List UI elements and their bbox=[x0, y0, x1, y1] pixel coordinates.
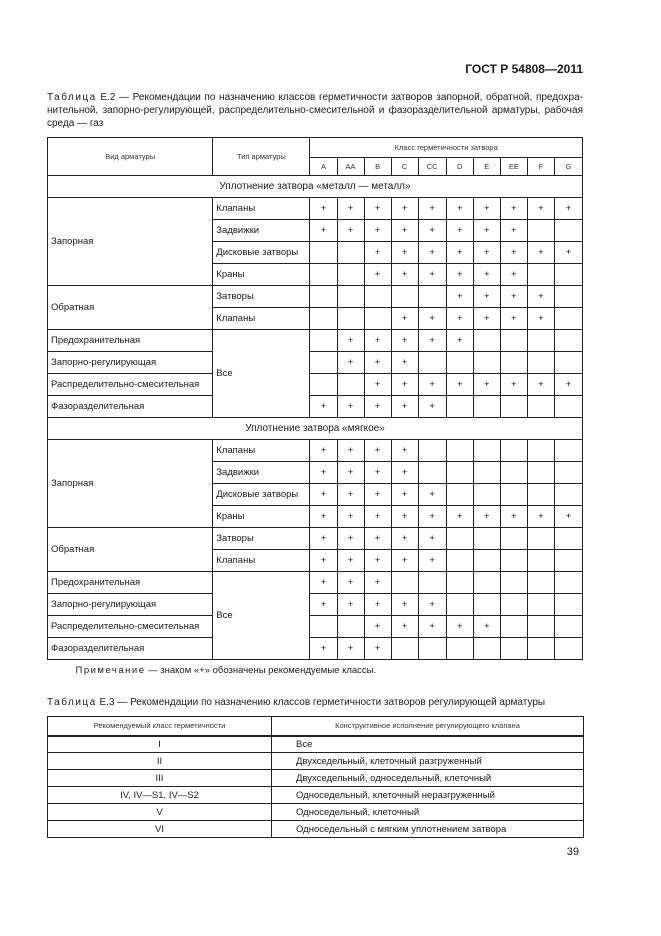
class-mark: + bbox=[364, 528, 391, 550]
class-mark: + bbox=[554, 374, 582, 396]
header-kind: Вид арматуры bbox=[48, 138, 213, 176]
class-mark: + bbox=[391, 506, 418, 528]
valve-kind: Фазоразделительная bbox=[48, 638, 213, 660]
class-mark: + bbox=[391, 330, 418, 352]
class-header-a: A bbox=[310, 158, 337, 176]
class-mark bbox=[527, 484, 554, 506]
class-mark bbox=[554, 462, 582, 484]
class-mark: + bbox=[473, 286, 500, 308]
tightness-class: II bbox=[48, 753, 272, 770]
table-row bbox=[48, 286, 583, 308]
class-mark: + bbox=[364, 352, 391, 374]
class-mark bbox=[473, 594, 500, 616]
class-mark bbox=[391, 638, 418, 660]
class-mark bbox=[337, 286, 364, 308]
header-design: Конструктивное исполнение регулирующего клапана bbox=[272, 717, 584, 736]
class-mark: + bbox=[418, 616, 446, 638]
class-mark: + bbox=[527, 242, 554, 264]
tightness-class: IV, IV—S1, IV—S2 bbox=[48, 787, 272, 804]
class-mark bbox=[418, 286, 446, 308]
class-mark: + bbox=[391, 242, 418, 264]
class-mark: + bbox=[310, 550, 337, 572]
class-mark bbox=[418, 352, 446, 374]
class-mark bbox=[310, 242, 337, 264]
class-mark: + bbox=[364, 330, 391, 352]
caption-number: Е.2 bbox=[100, 92, 116, 103]
class-mark bbox=[418, 638, 446, 660]
table-e3 bbox=[47, 716, 584, 838]
class-mark: + bbox=[500, 506, 527, 528]
class-mark bbox=[310, 374, 337, 396]
table-row bbox=[48, 352, 583, 374]
class-mark bbox=[473, 330, 500, 352]
class-mark bbox=[337, 616, 364, 638]
class-mark: + bbox=[418, 594, 446, 616]
class-mark: + bbox=[391, 594, 418, 616]
tightness-class: VI bbox=[48, 821, 272, 838]
class-mark bbox=[500, 594, 527, 616]
class-mark bbox=[527, 462, 554, 484]
valve-design: Двухседельный, односедельный, клеточный bbox=[272, 770, 584, 787]
tightness-class: III bbox=[48, 770, 272, 787]
class-mark: + bbox=[446, 374, 473, 396]
valve-type: Задвижки bbox=[213, 462, 310, 484]
class-mark: + bbox=[500, 264, 527, 286]
class-mark: + bbox=[473, 242, 500, 264]
table-header-row bbox=[48, 717, 584, 736]
class-mark: + bbox=[310, 484, 337, 506]
table-row bbox=[48, 528, 583, 550]
valve-kind: Запорная bbox=[48, 440, 213, 528]
class-mark: + bbox=[446, 242, 473, 264]
note-row bbox=[48, 660, 583, 681]
class-header-c: C bbox=[391, 158, 418, 176]
valve-type: Дисковые затворы bbox=[213, 484, 310, 506]
class-mark bbox=[554, 264, 582, 286]
class-header-ee: EE bbox=[500, 158, 527, 176]
class-mark bbox=[418, 572, 446, 594]
class-mark: + bbox=[446, 506, 473, 528]
table-row bbox=[48, 736, 584, 753]
valve-type: Клапаны bbox=[213, 308, 310, 330]
class-mark: + bbox=[473, 264, 500, 286]
valve-kind: Распределительно-смесительная bbox=[48, 374, 213, 396]
class-mark: + bbox=[500, 198, 527, 220]
class-mark: + bbox=[364, 242, 391, 264]
section-title-row bbox=[48, 418, 583, 440]
table-row bbox=[48, 572, 583, 594]
class-mark: + bbox=[554, 506, 582, 528]
class-mark: + bbox=[500, 242, 527, 264]
table-row bbox=[48, 330, 583, 352]
class-mark: + bbox=[500, 286, 527, 308]
class-mark bbox=[554, 638, 582, 660]
class-mark: + bbox=[364, 462, 391, 484]
valve-kind: Запорно-регулирующая bbox=[48, 352, 213, 374]
class-mark: + bbox=[418, 330, 446, 352]
class-mark bbox=[391, 286, 418, 308]
class-mark: + bbox=[310, 220, 337, 242]
note-text: — знаком «+» обозначены рекомендуемые классы. bbox=[145, 664, 377, 676]
class-mark bbox=[446, 550, 473, 572]
class-mark bbox=[446, 572, 473, 594]
table-row bbox=[48, 198, 583, 220]
table-row bbox=[48, 638, 583, 660]
valve-design: Односедельный, клеточный bbox=[272, 804, 584, 821]
class-mark: + bbox=[554, 198, 582, 220]
class-mark bbox=[527, 572, 554, 594]
header-type: Тип арматуры bbox=[213, 138, 310, 176]
class-mark bbox=[527, 264, 554, 286]
class-mark bbox=[527, 330, 554, 352]
class-mark: + bbox=[527, 506, 554, 528]
note-label: Примечание bbox=[75, 664, 146, 676]
class-mark bbox=[473, 462, 500, 484]
class-mark bbox=[310, 616, 337, 638]
class-header-g: G bbox=[554, 158, 582, 176]
class-mark bbox=[554, 550, 582, 572]
class-mark: + bbox=[310, 528, 337, 550]
class-mark bbox=[500, 638, 527, 660]
section-title: Уплотнение затвора «мягкое» bbox=[48, 418, 583, 440]
class-mark: + bbox=[418, 506, 446, 528]
class-mark bbox=[337, 374, 364, 396]
class-mark: + bbox=[310, 638, 337, 660]
class-mark: + bbox=[473, 616, 500, 638]
valve-design: Односедельный с мягким уплотнением затвора bbox=[272, 821, 584, 838]
class-mark: + bbox=[364, 220, 391, 242]
class-mark bbox=[418, 462, 446, 484]
class-mark: + bbox=[391, 528, 418, 550]
table-row bbox=[48, 804, 584, 821]
class-mark: + bbox=[473, 308, 500, 330]
class-mark bbox=[554, 396, 582, 418]
header-class: Класс герметичности затвора bbox=[310, 138, 583, 158]
class-mark: + bbox=[364, 264, 391, 286]
class-mark: + bbox=[364, 638, 391, 660]
class-mark: + bbox=[473, 374, 500, 396]
class-mark bbox=[554, 484, 582, 506]
valve-type: Все bbox=[213, 572, 310, 660]
class-mark bbox=[500, 396, 527, 418]
class-mark bbox=[527, 352, 554, 374]
table-row bbox=[48, 770, 584, 787]
valve-kind: Запорная bbox=[48, 198, 213, 286]
valve-type: Краны bbox=[213, 506, 310, 528]
class-mark: + bbox=[418, 550, 446, 572]
class-mark bbox=[527, 638, 554, 660]
table-row bbox=[48, 787, 584, 804]
class-mark: + bbox=[364, 374, 391, 396]
class-mark bbox=[446, 638, 473, 660]
class-mark: + bbox=[418, 374, 446, 396]
valve-design: Все bbox=[272, 736, 584, 753]
caption-text: — Рекомендации по назначению классов герметичности затворов регулирующей арматуры bbox=[114, 697, 546, 708]
class-header-e: E bbox=[473, 158, 500, 176]
class-mark: + bbox=[500, 220, 527, 242]
class-mark bbox=[310, 308, 337, 330]
class-mark: + bbox=[418, 528, 446, 550]
class-mark: + bbox=[337, 638, 364, 660]
table-header-row bbox=[48, 138, 583, 158]
valve-kind: Обратная bbox=[48, 286, 213, 330]
class-header-b: B bbox=[364, 158, 391, 176]
class-mark bbox=[310, 264, 337, 286]
class-mark: + bbox=[391, 550, 418, 572]
class-mark: + bbox=[473, 220, 500, 242]
class-mark bbox=[500, 572, 527, 594]
class-mark: + bbox=[446, 308, 473, 330]
valve-type: Краны bbox=[213, 264, 310, 286]
class-header-cc: CC bbox=[418, 158, 446, 176]
class-mark: + bbox=[337, 506, 364, 528]
class-mark: + bbox=[446, 264, 473, 286]
class-mark: + bbox=[391, 484, 418, 506]
class-mark: + bbox=[337, 594, 364, 616]
class-mark bbox=[364, 286, 391, 308]
valve-type: Дисковые затворы bbox=[213, 242, 310, 264]
class-mark: + bbox=[310, 198, 337, 220]
valve-type: Клапаны bbox=[213, 440, 310, 462]
class-mark: + bbox=[337, 550, 364, 572]
class-mark: + bbox=[391, 264, 418, 286]
valve-kind: Обратная bbox=[48, 528, 213, 572]
class-mark bbox=[500, 440, 527, 462]
class-mark: + bbox=[391, 396, 418, 418]
valve-type: Клапаны bbox=[213, 198, 310, 220]
section-title: Уплотнение затвора «металл — металл» bbox=[48, 176, 583, 198]
class-mark bbox=[473, 638, 500, 660]
class-mark bbox=[310, 330, 337, 352]
class-mark: + bbox=[527, 286, 554, 308]
class-mark bbox=[554, 220, 582, 242]
valve-type: Задвижки bbox=[213, 220, 310, 242]
class-mark: + bbox=[364, 616, 391, 638]
class-mark bbox=[418, 440, 446, 462]
class-header-d: D bbox=[446, 158, 473, 176]
valve-type: Затворы bbox=[213, 528, 310, 550]
class-mark: + bbox=[418, 264, 446, 286]
table-row bbox=[48, 396, 583, 418]
valve-kind: Запорно-регулирующая bbox=[48, 594, 213, 616]
class-mark: + bbox=[446, 616, 473, 638]
table-row bbox=[48, 753, 584, 770]
class-mark bbox=[500, 352, 527, 374]
table-row bbox=[48, 616, 583, 638]
class-mark: + bbox=[446, 198, 473, 220]
class-mark bbox=[500, 330, 527, 352]
class-mark bbox=[473, 484, 500, 506]
class-mark bbox=[554, 616, 582, 638]
tightness-class: I bbox=[48, 736, 272, 753]
header-class: Рекомендуемый класс герметичности bbox=[48, 717, 272, 736]
class-mark: + bbox=[527, 374, 554, 396]
class-mark: + bbox=[364, 594, 391, 616]
class-mark bbox=[554, 286, 582, 308]
class-mark: + bbox=[391, 308, 418, 330]
caption-prefix: Таблица bbox=[47, 697, 97, 708]
class-mark: + bbox=[337, 484, 364, 506]
class-mark bbox=[527, 220, 554, 242]
class-mark: + bbox=[310, 440, 337, 462]
class-mark: + bbox=[446, 330, 473, 352]
caption-text: — Рекомендации по назначению классов герметичности затворов запорной, обратной, предохра-нительной, запорно-регулирующей, распределительно-смесительной и фазоразделительной арматуры, рабочая среда — газ bbox=[47, 92, 584, 129]
class-mark: + bbox=[337, 198, 364, 220]
class-mark: + bbox=[446, 286, 473, 308]
class-mark bbox=[446, 484, 473, 506]
class-mark: + bbox=[337, 440, 364, 462]
class-mark: + bbox=[500, 308, 527, 330]
class-mark: + bbox=[337, 462, 364, 484]
standard-number: ГОСТ Р 54808—2011 bbox=[465, 62, 583, 76]
table-note bbox=[48, 660, 583, 681]
class-mark: + bbox=[337, 396, 364, 418]
table-row bbox=[48, 440, 583, 462]
table-e3-caption bbox=[47, 696, 583, 709]
class-mark: + bbox=[337, 528, 364, 550]
class-header-f: F bbox=[527, 158, 554, 176]
class-mark bbox=[446, 396, 473, 418]
class-mark bbox=[446, 462, 473, 484]
class-mark: + bbox=[391, 462, 418, 484]
class-mark: + bbox=[418, 198, 446, 220]
class-mark bbox=[473, 440, 500, 462]
class-mark bbox=[554, 528, 582, 550]
class-mark bbox=[554, 440, 582, 462]
class-mark: + bbox=[337, 352, 364, 374]
valve-kind: Фазоразделительная bbox=[48, 396, 213, 418]
class-mark bbox=[337, 308, 364, 330]
class-mark bbox=[554, 572, 582, 594]
class-mark: + bbox=[364, 572, 391, 594]
class-mark bbox=[473, 572, 500, 594]
class-mark bbox=[500, 484, 527, 506]
valve-design: Двухседельный, клеточный разгруженный bbox=[272, 753, 584, 770]
class-mark: + bbox=[554, 242, 582, 264]
class-mark bbox=[500, 462, 527, 484]
class-mark: + bbox=[527, 308, 554, 330]
class-mark bbox=[554, 330, 582, 352]
class-mark bbox=[446, 528, 473, 550]
class-mark bbox=[446, 440, 473, 462]
class-mark: + bbox=[418, 484, 446, 506]
class-mark: + bbox=[310, 396, 337, 418]
class-mark bbox=[527, 616, 554, 638]
table-row bbox=[48, 594, 583, 616]
class-mark bbox=[500, 528, 527, 550]
valve-type: Все bbox=[213, 330, 310, 418]
class-mark: + bbox=[337, 572, 364, 594]
class-mark bbox=[310, 352, 337, 374]
class-mark bbox=[337, 242, 364, 264]
class-mark bbox=[527, 550, 554, 572]
class-mark: + bbox=[310, 594, 337, 616]
caption-number: Е.3 bbox=[99, 697, 115, 708]
valve-design: Односедельный, клеточный неразгруженный bbox=[272, 787, 584, 804]
class-mark: + bbox=[446, 220, 473, 242]
class-mark bbox=[473, 550, 500, 572]
class-mark bbox=[473, 352, 500, 374]
class-mark: + bbox=[364, 506, 391, 528]
class-mark: + bbox=[418, 396, 446, 418]
class-mark bbox=[391, 572, 418, 594]
valve-type: Клапаны bbox=[213, 550, 310, 572]
class-mark: + bbox=[310, 506, 337, 528]
class-mark bbox=[446, 352, 473, 374]
class-mark: + bbox=[418, 220, 446, 242]
class-mark bbox=[473, 396, 500, 418]
valve-kind: Предохранительная bbox=[48, 572, 213, 594]
class-mark: + bbox=[391, 220, 418, 242]
class-mark bbox=[310, 286, 337, 308]
class-mark bbox=[337, 264, 364, 286]
page-number: 39 bbox=[566, 846, 579, 858]
class-mark bbox=[500, 616, 527, 638]
class-mark: + bbox=[391, 374, 418, 396]
section-title-row bbox=[48, 176, 583, 198]
class-mark bbox=[554, 594, 582, 616]
class-mark: + bbox=[391, 198, 418, 220]
class-mark: + bbox=[418, 242, 446, 264]
class-mark: + bbox=[473, 506, 500, 528]
table-row bbox=[48, 821, 584, 838]
class-mark bbox=[500, 550, 527, 572]
class-mark: + bbox=[391, 616, 418, 638]
table-e2 bbox=[47, 137, 583, 681]
class-mark bbox=[527, 396, 554, 418]
class-mark: + bbox=[364, 484, 391, 506]
valve-kind: Предохранительная bbox=[48, 330, 213, 352]
class-mark: + bbox=[310, 462, 337, 484]
class-mark: + bbox=[473, 198, 500, 220]
tightness-class: V bbox=[48, 804, 272, 821]
valve-kind: Распределительно-смесительная bbox=[48, 616, 213, 638]
class-mark bbox=[527, 440, 554, 462]
class-mark bbox=[554, 308, 582, 330]
class-mark: + bbox=[337, 330, 364, 352]
class-mark: + bbox=[364, 396, 391, 418]
class-mark bbox=[527, 528, 554, 550]
class-mark bbox=[364, 308, 391, 330]
class-mark: + bbox=[391, 440, 418, 462]
class-mark: + bbox=[527, 198, 554, 220]
class-mark: + bbox=[500, 374, 527, 396]
class-mark: + bbox=[364, 440, 391, 462]
table-e2-caption bbox=[47, 91, 583, 130]
table-row bbox=[48, 374, 583, 396]
class-mark bbox=[446, 594, 473, 616]
class-header-aa: AA bbox=[337, 158, 364, 176]
class-mark bbox=[527, 594, 554, 616]
class-mark: + bbox=[364, 550, 391, 572]
class-mark: + bbox=[310, 572, 337, 594]
class-mark bbox=[554, 352, 582, 374]
caption-prefix: Таблица bbox=[47, 92, 97, 103]
class-mark: + bbox=[391, 352, 418, 374]
class-mark: + bbox=[418, 308, 446, 330]
class-mark bbox=[473, 528, 500, 550]
class-mark: + bbox=[337, 220, 364, 242]
class-mark: + bbox=[364, 198, 391, 220]
valve-type: Затворы bbox=[213, 286, 310, 308]
